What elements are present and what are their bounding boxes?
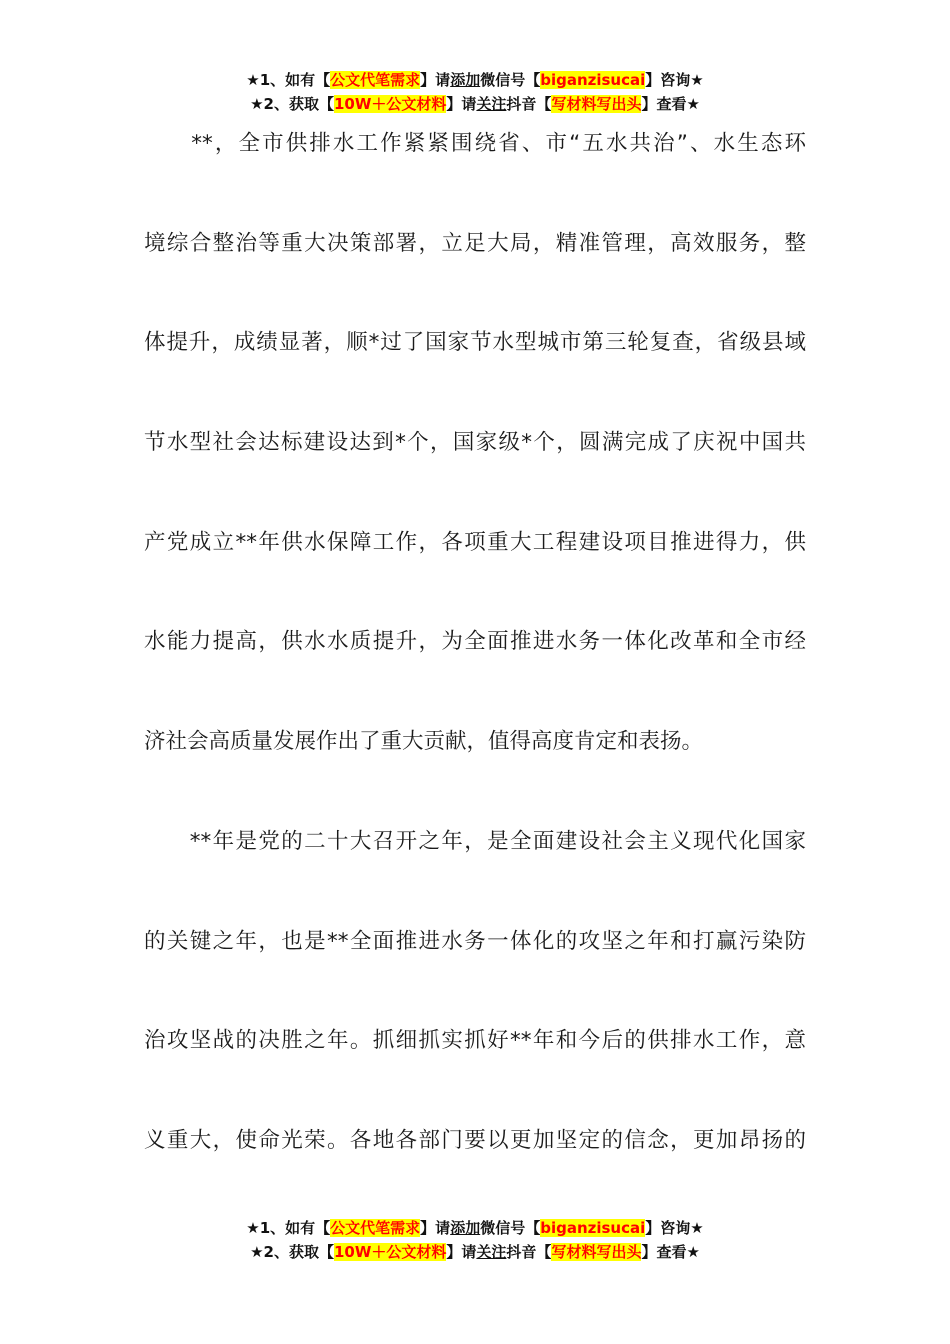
highlight-service: 公文代笔需求: [330, 1219, 421, 1237]
banner-line-1: ★1、如有【公文代笔需求】请添加微信号【biganzisucai】咨询★: [246, 71, 704, 89]
highlight-materials: 10W＋公文材料: [333, 1243, 447, 1261]
underlined-follow: 关注: [476, 95, 507, 113]
body-line: **，全市供排水工作紧紧围绕省、市“五水共治”、水生态环: [144, 131, 806, 156]
highlight-douyin-account: 写材料写出头: [551, 95, 642, 113]
body-line: 境综合整治等重大决策部署，立足大局，精准管理，高效服务，整: [144, 230, 806, 256]
body-line: 节水型社会达标建设达到*个，国家级*个，圆满完成了庆祝中国共: [144, 430, 806, 456]
footer-banner: [0, 1216, 950, 1264]
highlight-service: 公文代笔需求: [330, 71, 421, 89]
underlined-add: 添加: [450, 1219, 481, 1237]
body-line: 水能力提高，供水水质提升，为全面推进水务一体化改革和全市经: [144, 629, 806, 655]
highlight-materials: 10W＋公文材料: [333, 95, 447, 113]
banner-line-2: ★2、获取【10W＋公文材料】请关注抖音【写材料写出头】查看★: [250, 1243, 700, 1261]
body-line: 义重大，使命光荣。各地各部门要以更加坚定的信念，更加昂扬的: [144, 1127, 806, 1153]
document-body: [144, 118, 806, 1215]
underlined-follow: 关注: [476, 1243, 507, 1261]
body-line: 产党成立**年供水保障工作，各项重大工程建设项目推进得力，供: [144, 529, 806, 555]
body-line: 治攻坚战的决胜之年。抓细抓实抓好**年和今后的供排水工作，意: [144, 1028, 806, 1054]
body-line: 的关键之年，也是**全面推进水务一体化的攻坚之年和打赢污染防: [144, 928, 806, 954]
body-line: 济社会高质量发展作出了重大贡献，值得高度肯定和表扬。: [144, 729, 704, 755]
banner-line-1: ★1、如有【公文代笔需求】请添加微信号【biganzisucai】咨询★: [246, 1219, 704, 1237]
banner-line-2: ★2、获取【10W＋公文材料】请关注抖音【写材料写出头】查看★: [250, 95, 700, 113]
highlight-douyin-account: 写材料写出头: [551, 1243, 642, 1261]
body-line: **年是党的二十大召开之年，是全面建设社会主义现代化国家: [144, 828, 806, 854]
body-line: 体提升，成绩显著，顺*过了国家节水型城市第三轮复查，省级县域: [144, 330, 806, 356]
highlight-wechat-id: biganzisucai: [540, 71, 646, 89]
header-banner: [0, 68, 950, 116]
highlight-wechat-id: biganzisucai: [540, 1219, 646, 1237]
underlined-add: 添加: [450, 71, 481, 89]
